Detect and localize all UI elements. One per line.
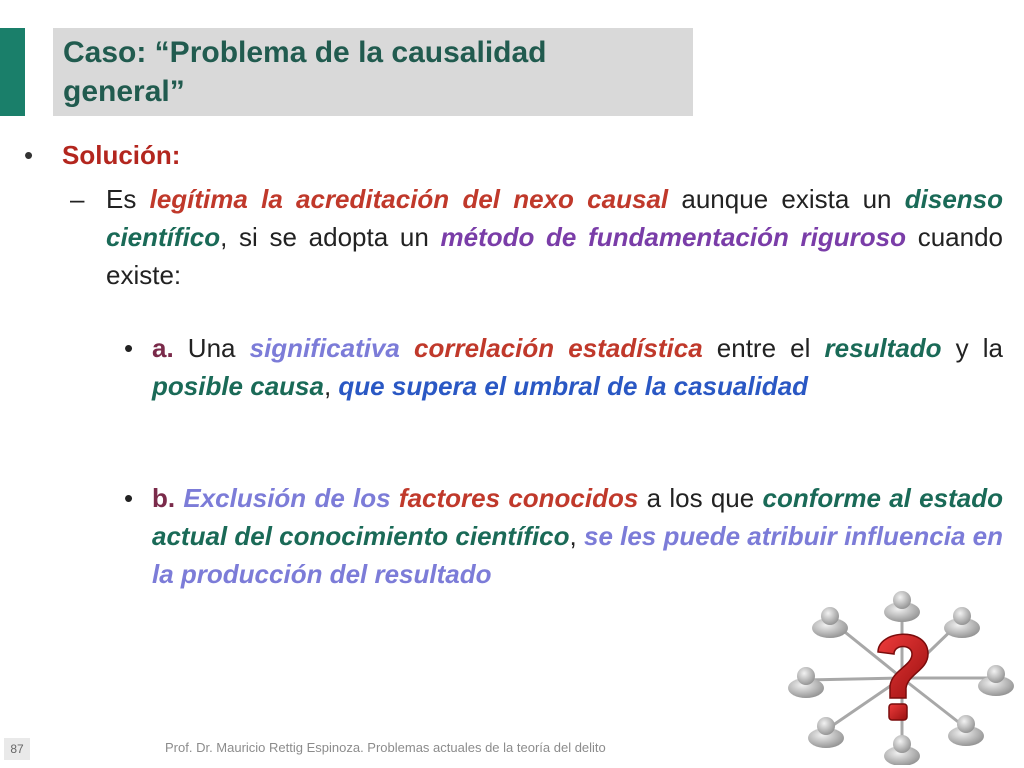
bullet-solucion — [24, 140, 180, 171]
paragraph-b — [152, 479, 1003, 593]
network-question-icon — [786, 590, 1018, 765]
p3-emphasis-conforme: conforme al estado actual del conocimiento científico — [152, 483, 1003, 551]
p2-text-1: Una — [173, 333, 250, 363]
p2-text-3: entre el — [702, 333, 825, 363]
p2-emphasis-umbral: que supera el umbral de la casualidad — [338, 371, 809, 401]
p3-text-2 — [391, 483, 399, 513]
p1-emphasis-nexo: legítima la acreditación del nexo causal — [149, 184, 669, 214]
p3-emphasis-factores: factores conocidos — [398, 483, 639, 513]
p1-emphasis-metodo: método de fundamentación riguroso — [440, 222, 907, 252]
p2-emphasis-significativa: significativa — [249, 333, 400, 363]
p3-text-3: a los que — [638, 483, 763, 513]
p3-emphasis-atribuir: se les puede atribuir influencia en la producción del resultado — [152, 521, 1003, 589]
p1-text-4: cuando existe: — [106, 222, 1004, 290]
label-b: b. — [152, 483, 176, 513]
paragraph-solution — [106, 180, 1003, 294]
footer-text: Prof. Dr. Mauricio Rettig Espinoza. Problemas actuales de la teoría del delito — [165, 740, 606, 755]
page-number: 87 — [4, 738, 30, 760]
p1-emphasis-disenso: disenso científico — [106, 184, 1003, 252]
p2-emphasis-correlacion: correlación estadística — [414, 333, 703, 363]
accent-bar — [0, 28, 25, 116]
title-box — [53, 28, 693, 116]
sub-bullet-b-dot: • — [124, 483, 134, 513]
slide-title: Caso: “Problema de la causalidad general” — [63, 36, 547, 108]
p1-text-2: aunque exista un — [668, 184, 905, 214]
paragraph-a — [152, 329, 1003, 405]
dash-marker: – — [70, 184, 85, 214]
p3-emphasis-exclusion: Exclusión de los — [183, 483, 391, 513]
p2-emphasis-posible-causa: posible causa — [152, 371, 324, 401]
p1-text-1: Es — [106, 184, 150, 214]
p1-text-3: , si se adopta un — [220, 222, 441, 252]
bullet-label: Solución: — [62, 140, 181, 170]
p2-text-5: , — [323, 371, 339, 401]
bullet-dot: • — [24, 140, 34, 170]
p2-emphasis-resultado: resultado — [824, 333, 942, 363]
sub-bullet-a-dot: • — [124, 333, 134, 363]
p2-text-4: y la — [941, 333, 1003, 363]
label-a: a. — [152, 333, 174, 363]
p2-text-2 — [400, 333, 414, 363]
p3-text-4: , — [569, 521, 584, 551]
